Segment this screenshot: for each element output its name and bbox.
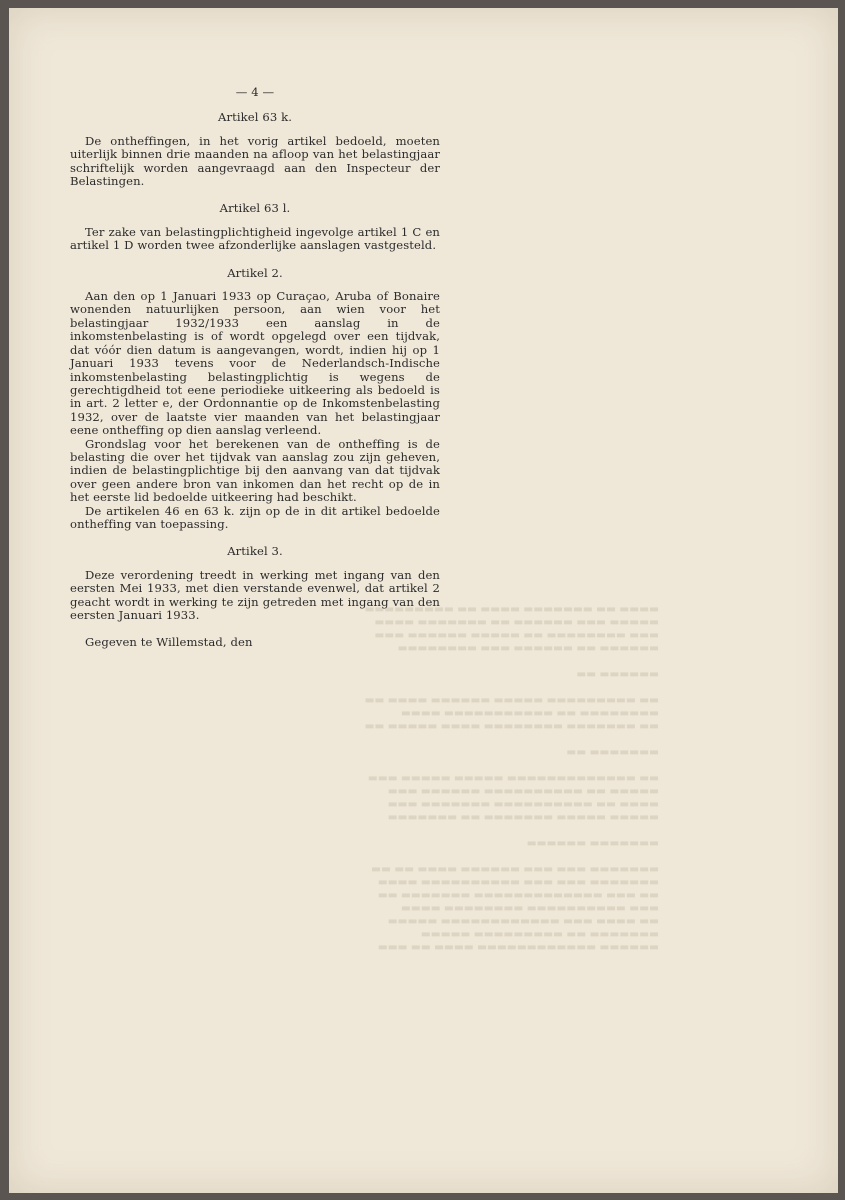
closing-line: Gegeven te Willemstad, den [85, 635, 253, 650]
section-heading-63l: Artikel 63 l. [219, 201, 291, 216]
section-heading-artikel-2: Artikel 2. [227, 265, 283, 280]
artikel-3-paragraph-1: Deze verordening treedt in werking met ingang van den eersten Mei 1933, met dien verstande evenwel, dat artikel 2 geacht wordt in werking te zijn getreden met ingang van den eersten Januari 1933. [70, 567, 440, 622]
section-63l-paragraph-1: Ter zake van belastingplichtigheid ingevolge artikel 1 C en artikel 1 D worden twee afzonderlijke aanslagen vastgesteld. [70, 224, 440, 253]
artikel-2-paragraph-2: Grondslag voor het berekenen van de ontheffing is de belasting die over het tijdvak van aanslag zou zijn geheven, indien de belastingplichtige bij den aanvang van dat tijdvak over geen andere bron van inkomen dan het recht op de in het eerste lid bedoelde uitkeering had beschikt. [70, 436, 440, 505]
section-heading-artikel-3: Artikel 3. [227, 544, 283, 559]
show-through-text: ▬▬▬▬ ▬▬ ▬▬▬▬▬▬▬ ▬▬▬▬ ▬▬ ▬▬▬▬▬▬▬▬▬ ▬▬▬▬▬ ▬▬▬ ▬▬▬▬▬▬ ▬▬ ▬▬▬▬▬▬▬ ▬▬▬▬ ▬▬▬ ▬▬▬▬▬▬▬▬ ▬▬ ▬▬▬▬▬ ▬▬▬▬▬▬ ▬▬▬ ▬▬▬▬▬▬ ▬▬ ▬▬▬▬▬▬ ▬▬▬ ▬▬▬▬▬▬▬▬ ▬▬▬▬▬▬ ▬▬ ▬▬ ▬▬▬▬▬▬▬▬▬ ▬▬▬▬▬ ▬▬▬▬▬▬ ▬▬▬▬ ▬▬ ▬▬▬▬▬▬▬▬ ▬▬ ▬▬▬▬▬▬▬▬▬▬▬ ▬▬▬▬ ▬▬ ▬▬▬▬▬▬▬ ▬▬▬▬▬▬▬▬ ▬▬▬▬ ▬▬▬▬▬ ▬▬ ▬▬▬▬▬▬▬ ▬▬ ▬▬ ▬▬▬▬▬▬▬▬▬▬▬▬▬ ▬▬▬▬▬ ▬▬▬▬▬ ▬▬▬ ▬▬▬▬▬ ▬▬ ▬▬▬▬▬▬▬▬▬▬ ▬▬▬▬▬▬ ▬▬▬ ▬▬▬▬ ▬▬ ▬▬▬▬▬▬▬▬▬▬ ▬▬▬▬▬▬▬ ▬▬▬ ▬▬▬▬▬ ▬▬▬▬▬ ▬▬▬▬▬▬▬ ▬▬ ▬▬▬▬▬▬▬ ▬▬▬▬▬▬▬ ▬▬▬▬▬▬ ▬▬▬▬▬▬▬ ▬▬▬ ▬▬▬ ▬▬▬▬▬▬ ▬▬▬▬ ▬▬ ▬▬ ▬▬▬▬▬▬▬ ▬▬▬ ▬▬▬ ▬▬▬▬▬▬▬▬▬▬ ▬▬▬▬ ▬▬ ▬▬▬ ▬▬▬▬▬▬▬▬▬▬▬▬▬ ▬▬▬▬▬▬▬ ▬▬ ▬▬▬ ▬▬▬▬▬▬▬▬▬▬ ▬▬▬▬▬▬▬▬ ▬▬▬▬ ▬▬ ▬▬▬▬ ▬▬▬ ▬▬▬▬▬▬▬▬▬▬▬▬ ▬▬▬▬▬ ▬▬▬▬▬▬▬ ▬▬ ▬▬▬▬▬▬▬▬▬ ▬▬▬▬▬ ▬▬▬▬▬▬ ▬▬▬▬▬▬▬▬▬▬▬▬ ▬▬▬▬ ▬▬ ▬▬▬ [364, 603, 659, 953]
section-heading-63k: Artikel 63 k. [217, 110, 292, 125]
document-page [70, 86, 440, 650]
section-63k-paragraph-1: De ontheffingen, in het vorig artikel bedoeld, moeten uiterlijk binnen drie maanden na afloop van het belastingjaar schriftelijk worden aangevraagd aan den Inspecteur der Belastingen. [70, 133, 440, 189]
page-number: — 4 — [235, 85, 275, 99]
artikel-2-paragraph-3: De artikelen 46 en 63 k. zijn op de in dit artikel bedoelde ontheffing van toepassing. [70, 503, 440, 531]
document-sheet [9, 8, 838, 1193]
artikel-2-paragraph-1: Aan den op 1 Januari 1933 op Curaçao, Aruba of Bonaire wonenden natuurlijken persoon, aan wien voor het belastingjaar 1932/1933 een aanslag in de inkomstenbelasting is of wordt opgelegd over een tijdvak, dat vóór dien datum is aangevangen, wordt, indien hij op 1 Januari 1933 tevens voor de Nederlandsch-Indische inkomstenbelasting belastingplichtig is wegens de gerechtigdheid tot eene periodieke uitkeering als bedoeld is in art. 2 letter e, der Ordonnantie op de Inkomstenbelasting 1932, over de laatste vier maanden van het belastingjaar eene ontheffing op dien aanslag verleend. [70, 289, 440, 438]
